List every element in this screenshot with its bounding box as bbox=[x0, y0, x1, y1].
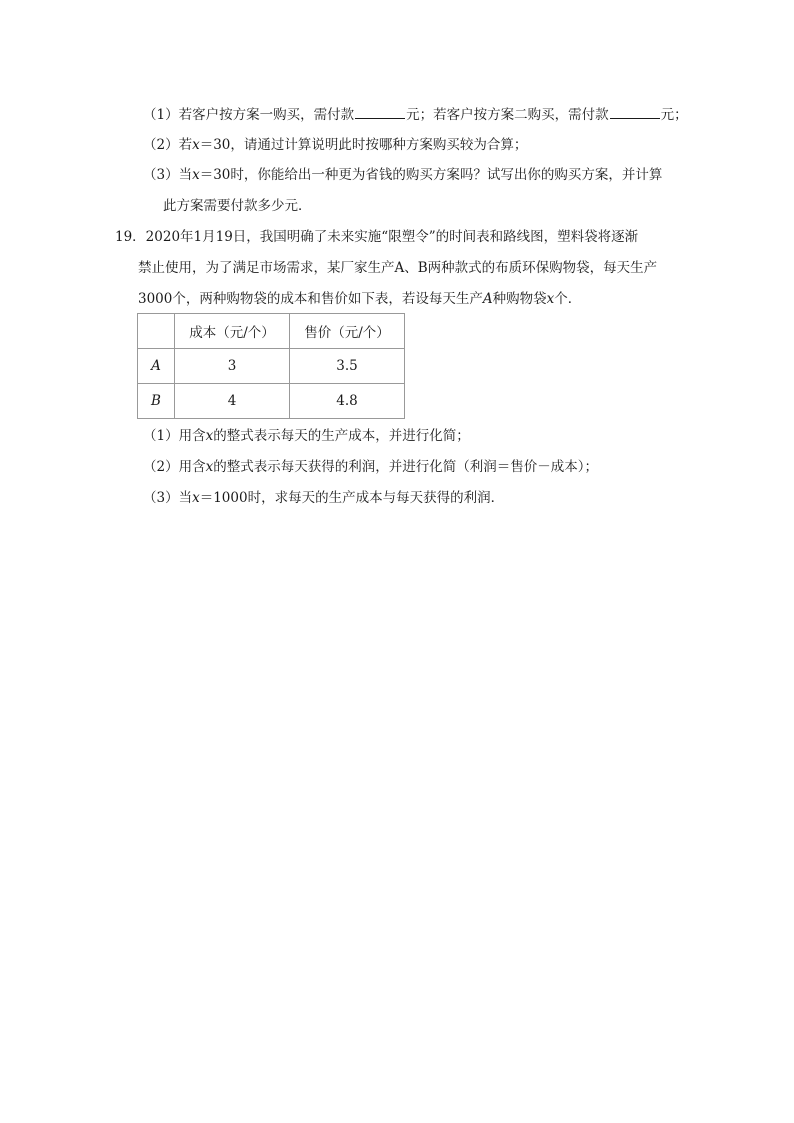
table-header-cell: 售价（元/个） bbox=[290, 314, 405, 349]
q18-sub3-text-b: ＝30时，你能给出一种更为省钱的购买方案吗？试写出你的购买方案，并计算 bbox=[199, 167, 663, 183]
q19-sub1-var: x bbox=[205, 428, 214, 444]
table-header-cell bbox=[138, 314, 175, 349]
table-header-cell: 成本（元/个） bbox=[175, 314, 290, 349]
table-row-label: A bbox=[138, 349, 175, 384]
q19-line3-text-a: 3000个，两种购物袋的成本和售价如下表，若设每天生产 bbox=[138, 291, 483, 307]
q19-sub1 bbox=[143, 426, 470, 446]
q19-stem-line2 bbox=[138, 258, 657, 278]
q19-stem-line3 bbox=[138, 289, 581, 309]
q18-sub3-text-a: （3）当 bbox=[143, 167, 193, 183]
q18-sub3-var: x bbox=[192, 167, 200, 183]
answer-blank-1 bbox=[355, 104, 405, 119]
table-cell-cost: 3 bbox=[175, 349, 290, 384]
q19-sub1-text-a: （1）用含 bbox=[143, 428, 206, 444]
q19-sub3-text-a: （3）当 bbox=[143, 490, 193, 506]
cost-price-table bbox=[137, 313, 405, 419]
q19-sub3-text-b: ＝1000时，求每天的生产成本与每天获得的利润． bbox=[199, 490, 505, 506]
q18-sub3 bbox=[143, 165, 662, 185]
q19-sub2-var: x bbox=[205, 459, 214, 475]
q19-line3-var-a: A bbox=[482, 291, 493, 307]
table-row-label: B bbox=[138, 384, 175, 419]
table-cell-price: 3.5 bbox=[290, 349, 405, 384]
q18-sub2 bbox=[143, 135, 527, 155]
table-row bbox=[138, 384, 405, 419]
q19-line3-text-c: 个． bbox=[554, 291, 582, 307]
table-row bbox=[138, 349, 405, 384]
q19-sub3 bbox=[143, 488, 504, 508]
q18-sub2-var: x bbox=[192, 137, 200, 153]
answer-blank-2 bbox=[610, 104, 660, 119]
q18-sub1-text-b: 元；若客户按方案二购买，需付款 bbox=[406, 107, 609, 123]
q19-sub1-text-b: 的整式表示每天的生产成本，并进行化简； bbox=[213, 428, 470, 444]
q19-sub3-var: x bbox=[192, 490, 200, 506]
q18-sub1-text-a: （1）若客户按方案一购买，需付款 bbox=[143, 107, 355, 123]
table-cell-cost: 4 bbox=[175, 384, 290, 419]
q18-sub2-text-a: （2）若 bbox=[143, 137, 193, 153]
q19-sub2-text-a: （2）用含 bbox=[143, 459, 206, 475]
q19-line2-text: 禁止使用，为了满足市场需求，某厂家生产A、B两种款式的布质环保购物袋，每天生产 bbox=[138, 260, 658, 276]
q18-sub1-text-c: 元； bbox=[660, 107, 688, 123]
q19-sub2-text-b: 的整式表示每天获得的利润，并进行化简（利润＝售价－成本）； bbox=[213, 459, 598, 475]
q19-line3-text-b: 种购物袋 bbox=[492, 291, 547, 307]
q18-sub3-cont bbox=[163, 196, 312, 216]
q18-sub3-text-c: 此方案需要付款多少元． bbox=[163, 198, 312, 214]
q18-sub1 bbox=[143, 104, 688, 125]
q19-stem-line1 bbox=[115, 227, 638, 247]
table-cell-price: 4.8 bbox=[290, 384, 405, 419]
q19-line1-text: 19．2020年1月19日，我国明确了未来实施“限塑令”的时间表和路线图，塑料袋将逐渐 bbox=[115, 229, 639, 245]
q19-line3-var-x: x bbox=[546, 291, 555, 307]
q18-sub2-text-b: ＝30，请通过计算说明此时按哪种方案购买较为合算； bbox=[199, 137, 528, 153]
table-header-row bbox=[138, 314, 405, 349]
q19-sub2 bbox=[143, 457, 598, 477]
